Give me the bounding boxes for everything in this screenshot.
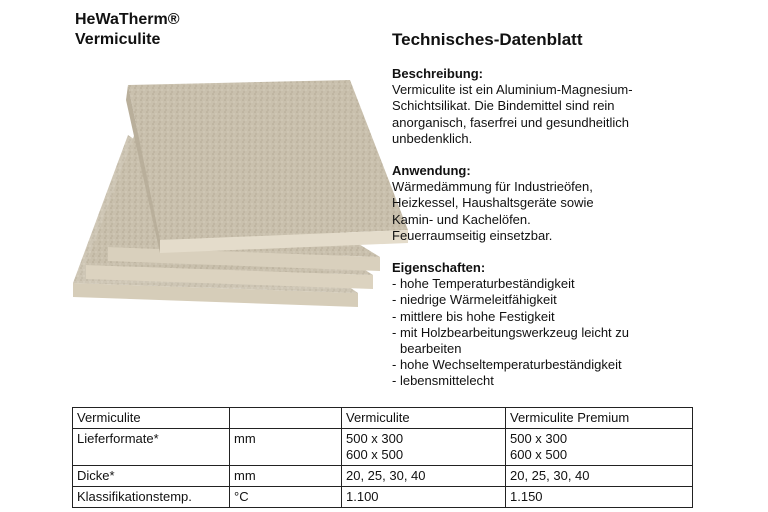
table-cell: mm: [230, 466, 342, 487]
properties-section: [392, 260, 672, 390]
table-cell: 20, 25, 30, 40: [342, 466, 506, 487]
properties-heading: Eigenschaften:: [392, 260, 486, 276]
table-header-row: [73, 408, 693, 429]
table-header-cell: [230, 408, 342, 429]
table-header-cell: Vermiculite Premium: [506, 408, 693, 429]
application-line: Feuerraumseitig einsetzbar.: [392, 227, 553, 243]
property-item: - mit Holzbearbeitungswerkzeug leicht zu bearbeiten: [392, 325, 672, 357]
spec-table: [72, 407, 693, 508]
brand-title: [75, 10, 180, 50]
property-item: - lebensmittelecht: [392, 373, 672, 389]
table-cell: Dicke*: [73, 466, 230, 487]
table-cell: 1.150: [506, 487, 693, 508]
product-name: Vermiculite: [75, 31, 161, 48]
property-item: - mittlere bis hohe Festigkeit: [392, 309, 672, 325]
description-section: [392, 66, 672, 147]
description-column: [392, 66, 672, 406]
table-cell: °C: [230, 487, 342, 508]
table-cell: mm: [230, 429, 342, 466]
description-line: Vermiculite ist ein Aluminium-Magnesium-: [392, 82, 633, 98]
properties-list: [392, 276, 672, 389]
description-line: Schichtsilikat. Die Bindemittel sind rein: [392, 98, 615, 114]
table-cell: 1.100: [342, 487, 506, 508]
description-heading: Beschreibung:: [392, 66, 484, 81]
table-cell: 500 x 300 600 x 500: [506, 429, 693, 466]
table-cell: 20, 25, 30, 40: [506, 466, 693, 487]
property-item: - hohe Wechseltemperaturbeständigkeit: [392, 357, 672, 373]
table-row: [73, 466, 693, 487]
table-cell: Klassifikationstemp.: [73, 487, 230, 508]
application-section: [392, 163, 672, 244]
application-heading: Anwendung:: [392, 163, 471, 179]
description-line: unbedenklich.: [392, 130, 473, 146]
table-row: [73, 487, 693, 508]
property-item: - hohe Temperaturbeständigkeit: [392, 276, 672, 292]
description-line: anorganisch, faserfrei und gesundheitlich: [392, 114, 630, 130]
application-line: Heizkessel, Haushaltsgeräte sowie: [392, 195, 594, 211]
brand-name: HeWaTherm®: [75, 11, 180, 28]
application-line: Wärmedämmung für Industrieöfen,: [392, 179, 593, 195]
table-cell: 500 x 300 600 x 500: [342, 429, 506, 466]
property-item: - niedrige Wärmeleitfähigkeit: [392, 292, 672, 308]
application-line: Kamin- und Kachelöfen.: [392, 211, 531, 227]
table-header-cell: Vermiculite: [73, 408, 230, 429]
vermiculite-boards-photo: [68, 75, 413, 325]
table-header-cell: Vermiculite: [342, 408, 506, 429]
document-title: Technisches-Datenblatt: [392, 30, 583, 49]
table-cell: Lieferformate*: [73, 429, 230, 466]
table-row: [73, 429, 693, 466]
